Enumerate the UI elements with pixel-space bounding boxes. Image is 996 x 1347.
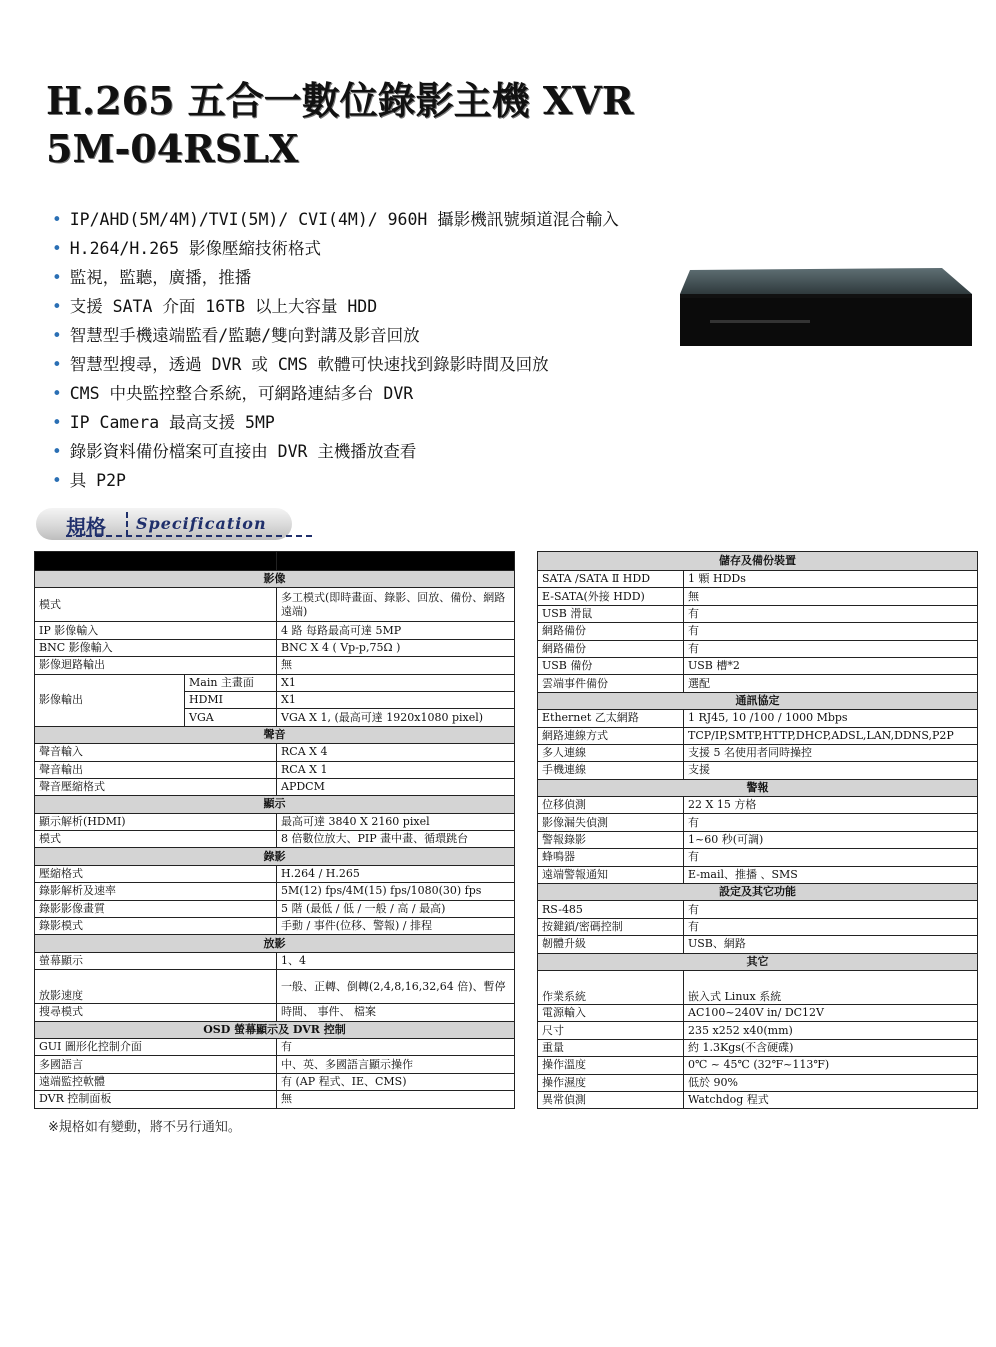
spec-label: 放影速度: [35, 970, 277, 1004]
feature-item: • H.264/H.265 影像壓縮技術格式: [52, 239, 321, 258]
spec-label: 壓縮格式: [35, 865, 277, 882]
spec-sublabel: Main 主畫面: [185, 674, 277, 691]
spec-label: 模式: [35, 831, 277, 848]
spec-value: 最高可達 3840 X 2160 pixel: [277, 813, 515, 830]
spec-value: USB 槽*2: [684, 657, 978, 674]
bullet-icon: •: [52, 210, 62, 229]
bullet-icon: •: [52, 355, 62, 374]
spec-label: 影像漏失偵測: [538, 814, 684, 831]
spec-value: 有: [684, 918, 978, 935]
spec-value: 支援: [684, 762, 978, 779]
spec-value: 低於 90%: [684, 1074, 978, 1091]
spec-value: H.264 / H.265: [277, 865, 515, 882]
feature-item: • IP Camera 最高支援 5MP: [52, 413, 275, 432]
spec-value: 多工模式(即時畫面、錄影、回放、備份、網路遠端): [277, 588, 515, 622]
spec-table-right: [537, 551, 978, 1109]
spec-value: 235 x252 x40(mm): [684, 1022, 978, 1039]
table-header-bar: [35, 552, 515, 571]
spec-value: 有: [684, 605, 978, 622]
spec-label: 螢幕顯示: [35, 952, 277, 969]
spec-value: 4 路 每路最高可達 5MP: [277, 622, 515, 639]
spec-value: AC100~240V in/ DC12V: [684, 1004, 978, 1021]
spec-label: 模式: [35, 588, 277, 622]
spec-label: 搜尋模式: [35, 1004, 277, 1021]
bullet-icon: •: [52, 413, 62, 432]
spec-value: 有: [684, 849, 978, 866]
spec-label: 影像迴路輸出: [35, 657, 277, 674]
spec-value: 無: [277, 1091, 515, 1108]
spec-value: 1 顆 HDDs: [684, 571, 978, 588]
model-number: 5M-04RSLX: [46, 126, 299, 171]
spec-value: 中、英、多國語言顯示操作: [277, 1056, 515, 1073]
spec-label: 操作濕度: [538, 1074, 684, 1091]
spec-banner: [36, 508, 292, 540]
page-title: H.265 五合一數位錄影主機 XVR: [46, 78, 634, 123]
spec-value: TCP/IP,SMTP,HTTP,DHCP,ADSL,LAN,DDNS,P2P: [684, 727, 978, 744]
spec-label: 錄影模式: [35, 918, 277, 935]
feature-item: • CMS 中央監控整合系統，可網路連結多台 DVR: [52, 384, 414, 403]
footnote: ※規格如有變動，將不另行通知。: [48, 1120, 241, 1135]
spec-value: 約 1.3Kgs(不含硬碟): [684, 1039, 978, 1056]
spec-value: 22 X 15 方格: [684, 797, 978, 814]
bullet-icon: •: [52, 239, 62, 258]
spec-value: RCA X 4: [277, 744, 515, 761]
spec-value: 5 階 (最低 / 低 / 一般 / 高 / 最高): [277, 900, 515, 917]
spec-label: 尺寸: [538, 1022, 684, 1039]
spec-value: X1: [277, 691, 515, 708]
spec-sublabel: VGA: [185, 709, 277, 726]
spec-label: 遠端警報通知: [538, 866, 684, 883]
bullet-icon: •: [52, 384, 62, 403]
spec-value: 有: [684, 901, 978, 918]
feature-item: • 錄影資料備份檔案可直接由 DVR 主機播放查看: [52, 442, 417, 461]
feature-list: [52, 208, 619, 498]
bullet-icon: •: [52, 268, 62, 287]
spec-label: 網路備份: [538, 623, 684, 640]
spec-label: 手機連線: [538, 762, 684, 779]
feature-item: • 具 P2P: [52, 471, 126, 490]
spec-value: 1、4: [277, 952, 515, 969]
spec-label: DVR 控制面板: [35, 1091, 277, 1108]
bullet-icon: •: [52, 326, 62, 345]
spec-label: 錄影解析及速率: [35, 883, 277, 900]
spec-value: 嵌入式 Linux 系統: [684, 970, 978, 1004]
spec-value: 0℃ ~ 45℃ (32℉~113℉): [684, 1057, 978, 1074]
spec-value: 時間、 事件、 檔案: [277, 1004, 515, 1021]
spec-title-en: Specification: [136, 514, 267, 533]
spec-label: 電源輸入: [538, 1004, 684, 1021]
spec-value: RCA X 1: [277, 761, 515, 778]
spec-value: 5M(12) fps/4M(15) fps/1080(30) fps: [277, 883, 515, 900]
section-header: 設定及其它功能: [538, 884, 978, 901]
spec-label: 聲音壓縮格式: [35, 778, 277, 795]
spec-label: 顯示解析(HDMI): [35, 813, 277, 830]
spec-table-left: [34, 551, 515, 1109]
spec-value: X1: [277, 674, 515, 691]
spec-value: 1~60 秒(可調): [684, 831, 978, 848]
section-header: 顯示: [35, 796, 515, 813]
spec-label: GUI 圖形化控制介面: [35, 1038, 277, 1055]
spec-label: Ethernet 乙太網路: [538, 710, 684, 727]
spec-value: 8 倍數位放大、PIP 畫中畫、循環跳台: [277, 831, 515, 848]
spec-label: USB 備份: [538, 657, 684, 674]
section-header: 儲存及備份裝置: [538, 552, 978, 571]
spec-value: 無: [277, 657, 515, 674]
feature-item: • 監視，監聽，廣播，推播: [52, 268, 252, 287]
spec-label: BNC 影像輸入: [35, 639, 277, 656]
spec-value: 有 (AP 程式、IE、CMS): [277, 1073, 515, 1090]
spec-label: 警報錄影: [538, 831, 684, 848]
spec-label: 雲端事件備份: [538, 675, 684, 692]
feature-item: • 智慧型手機遠端監看/監聽/雙向對講及影音回放: [52, 326, 420, 345]
spec-label: 操作溫度: [538, 1057, 684, 1074]
feature-item: • 智慧型搜尋，透過 DVR 或 CMS 軟體可快速找到錄影時間及回放: [52, 355, 549, 374]
section-header: OSD 螢幕顯示及 DVR 控制: [35, 1021, 515, 1038]
spec-label: 網路備份: [538, 640, 684, 657]
spec-label: 影像輸出: [35, 674, 185, 726]
spec-sublabel: HDMI: [185, 691, 277, 708]
spec-value: Watchdog 程式: [684, 1091, 978, 1108]
spec-value: 手動 / 事件(位移、警報) / 排程: [277, 918, 515, 935]
section-header: 聲音: [35, 726, 515, 743]
spec-label: 位移偵測: [538, 797, 684, 814]
bullet-icon: •: [52, 471, 62, 490]
spec-label: IP 影像輸入: [35, 622, 277, 639]
spec-value: VGA X 1, (最高可達 1920x1080 pixel): [277, 709, 515, 726]
spec-value: USB、網路: [684, 936, 978, 953]
section-header: 放影: [35, 935, 515, 952]
spec-value: 有: [684, 814, 978, 831]
spec-label: 重量: [538, 1039, 684, 1056]
spec-value: 選配: [684, 675, 978, 692]
spec-label: 異常偵測: [538, 1091, 684, 1108]
spec-value: APDCM: [277, 778, 515, 795]
spec-value: 有: [277, 1038, 515, 1055]
section-header: 錄影: [35, 848, 515, 865]
dvr-product-image: [680, 268, 972, 346]
spec-label: 遠端監控軟體: [35, 1073, 277, 1090]
spec-value: 有: [684, 623, 978, 640]
spec-label: 聲音輸入: [35, 744, 277, 761]
bullet-icon: •: [52, 297, 62, 316]
spec-label: 聲音輸出: [35, 761, 277, 778]
spec-label: 多人連線: [538, 744, 684, 761]
spec-value: BNC X 4 ( Vp-p,75Ω ): [277, 639, 515, 656]
spec-underline: [66, 535, 312, 537]
spec-value: 1 RJ45, 10 /100 / 1000 Mbps: [684, 710, 978, 727]
spec-value: 支援 5 名使用者同時操控: [684, 744, 978, 761]
spec-value: 有: [684, 640, 978, 657]
spec-label: 作業系統: [538, 970, 684, 1004]
spec-value: 一般、正轉、倒轉(2,4,8,16,32,64 倍)、暫停: [277, 970, 515, 1004]
spec-value: E-mail、推播 、SMS: [684, 866, 978, 883]
spec-label: E-SATA(外接 HDD): [538, 588, 684, 605]
spec-label: 多國語言: [35, 1056, 277, 1073]
feature-item: • 支援 SATA 介面 16TB 以上大容量 HDD: [52, 297, 378, 316]
spec-label: 網路連線方式: [538, 727, 684, 744]
spec-label: USB 滑鼠: [538, 605, 684, 622]
section-header: 通訊協定: [538, 692, 978, 709]
spec-label: RS-485: [538, 901, 684, 918]
spec-value: 無: [684, 588, 978, 605]
spec-label: 按鍵鎖/密碼控制: [538, 918, 684, 935]
spec-divider: [126, 512, 128, 536]
section-header: 警報: [538, 779, 978, 796]
section-header: 其它: [538, 953, 978, 970]
feature-item: • IP/AHD(5M/4M)/TVI(5M)/ CVI(4M)/ 960H 攝影機訊號頻道混合輸入: [52, 210, 619, 229]
spec-label: SATA /SATA Ⅱ HDD: [538, 571, 684, 588]
spec-title-cn: 規格: [66, 515, 106, 539]
spec-label: 蜂鳴器: [538, 849, 684, 866]
section-header: 影像: [35, 571, 515, 588]
spec-label: 錄影影像畫質: [35, 900, 277, 917]
bullet-icon: •: [52, 442, 62, 461]
spec-label: 韌體升級: [538, 936, 684, 953]
